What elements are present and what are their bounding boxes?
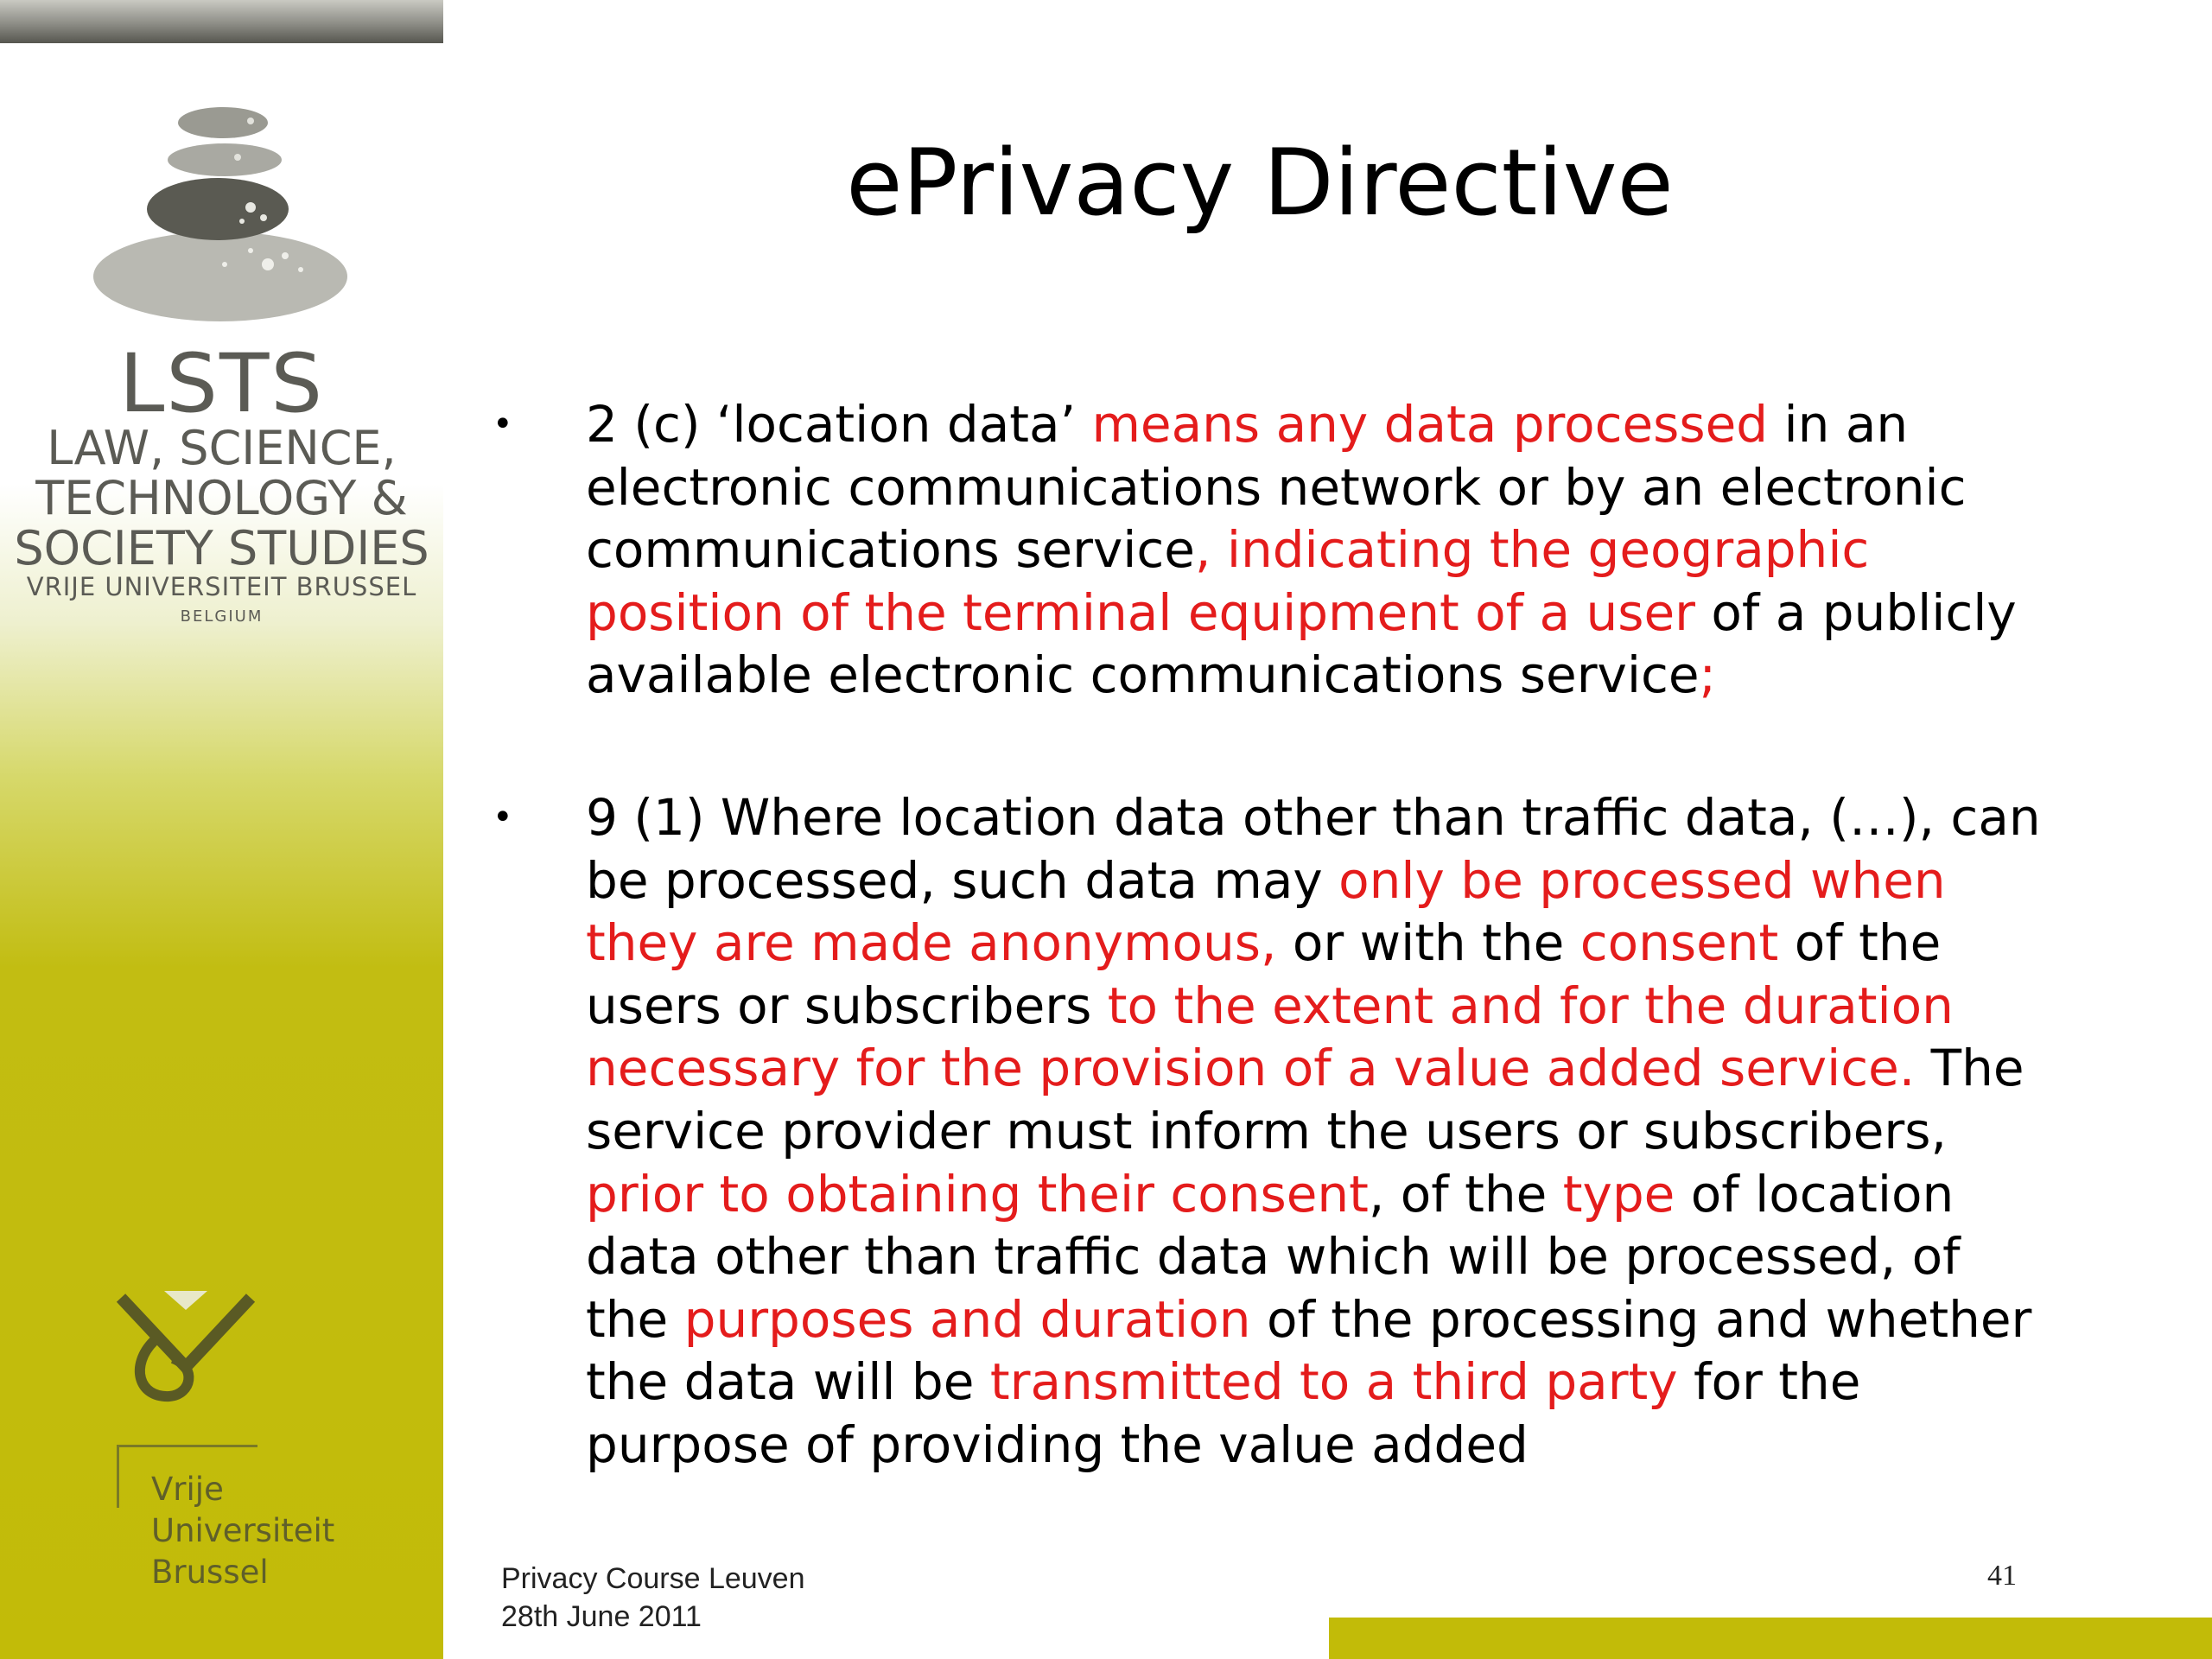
bullet-text: 2 (c) ‘location data’ bbox=[586, 395, 1092, 454]
bullet-text: or with the bbox=[1276, 913, 1580, 973]
highlighted-text: consent bbox=[1580, 913, 1779, 973]
university-line: VRIJE UNIVERSITEIT BRUSSEL bbox=[26, 572, 417, 601]
footer-course: Privacy Course Leuven bbox=[501, 1562, 805, 1595]
bullet-text: 9 (1) Where location data other than traffic data, (…), can be processed, such data may bbox=[586, 787, 2041, 910]
vub-name-line-1: Vrije bbox=[151, 1471, 224, 1508]
logo-line-1: LAW, SCIENCE, bbox=[47, 421, 397, 475]
bottom-accent-bar bbox=[1329, 1618, 2212, 1659]
bullet-text: of the users or subscribers bbox=[586, 913, 1942, 1035]
highlighted-text: purposes and duration bbox=[683, 1289, 1251, 1349]
logo-abbrev: LSTS bbox=[118, 337, 325, 431]
bullet-text: for the purpose of providing the value added bbox=[586, 1352, 1861, 1474]
bullet-text: in an electronic communications network or by an electronic communications service bbox=[586, 395, 1967, 580]
bullet-text: of a publicly available electronic communications service bbox=[586, 582, 2017, 705]
slide-title: ePrivacy Directive bbox=[846, 130, 1674, 236]
page-number: 41 bbox=[1987, 1560, 2017, 1592]
highlighted-text: , indicating the geographic position of the terminal equipment of a user bbox=[586, 520, 1870, 642]
bullet-list bbox=[493, 393, 2048, 1556]
vub-emblem-icon bbox=[112, 1287, 259, 1408]
highlighted-text: only be processed when they are made anonymous, bbox=[586, 850, 1946, 973]
logo-line-3: SOCIETY STUDIES bbox=[14, 521, 429, 575]
highlighted-text: to the extent and for the duration necessary for the provision of a value added service. bbox=[586, 976, 1954, 1098]
country-line: BELGIUM bbox=[180, 607, 264, 626]
highlighted-text: prior to obtaining their consent bbox=[586, 1164, 1369, 1224]
footer bbox=[501, 1560, 805, 1636]
highlighted-text: ; bbox=[1699, 645, 1717, 705]
vub-name-line-3: Brussel bbox=[151, 1554, 269, 1591]
highlighted-text: type bbox=[1562, 1164, 1675, 1224]
logo-line-2: TECHNOLOGY & bbox=[35, 471, 408, 525]
bullet-text: of the processing and whether the data will be bbox=[586, 1289, 2032, 1412]
vub-name-line-2: Universiteit bbox=[151, 1512, 335, 1549]
footer-date: 28th June 2011 bbox=[501, 1600, 702, 1633]
top-bar bbox=[0, 0, 443, 43]
stones-logo-icon bbox=[86, 104, 354, 328]
highlighted-text: transmitted to a third party bbox=[989, 1352, 1678, 1412]
bullet-text: The service provider must inform the users or subscribers, bbox=[586, 1039, 2024, 1160]
bullet-item bbox=[493, 393, 2048, 707]
bullet-item bbox=[493, 786, 2048, 1477]
highlighted-text: means any data processed bbox=[1091, 395, 1769, 454]
bullet-text: , of the bbox=[1368, 1164, 1563, 1224]
vub-name bbox=[151, 1469, 334, 1593]
bullet-text: of location data other than traffic data which will be processed, of the bbox=[586, 1164, 1961, 1349]
